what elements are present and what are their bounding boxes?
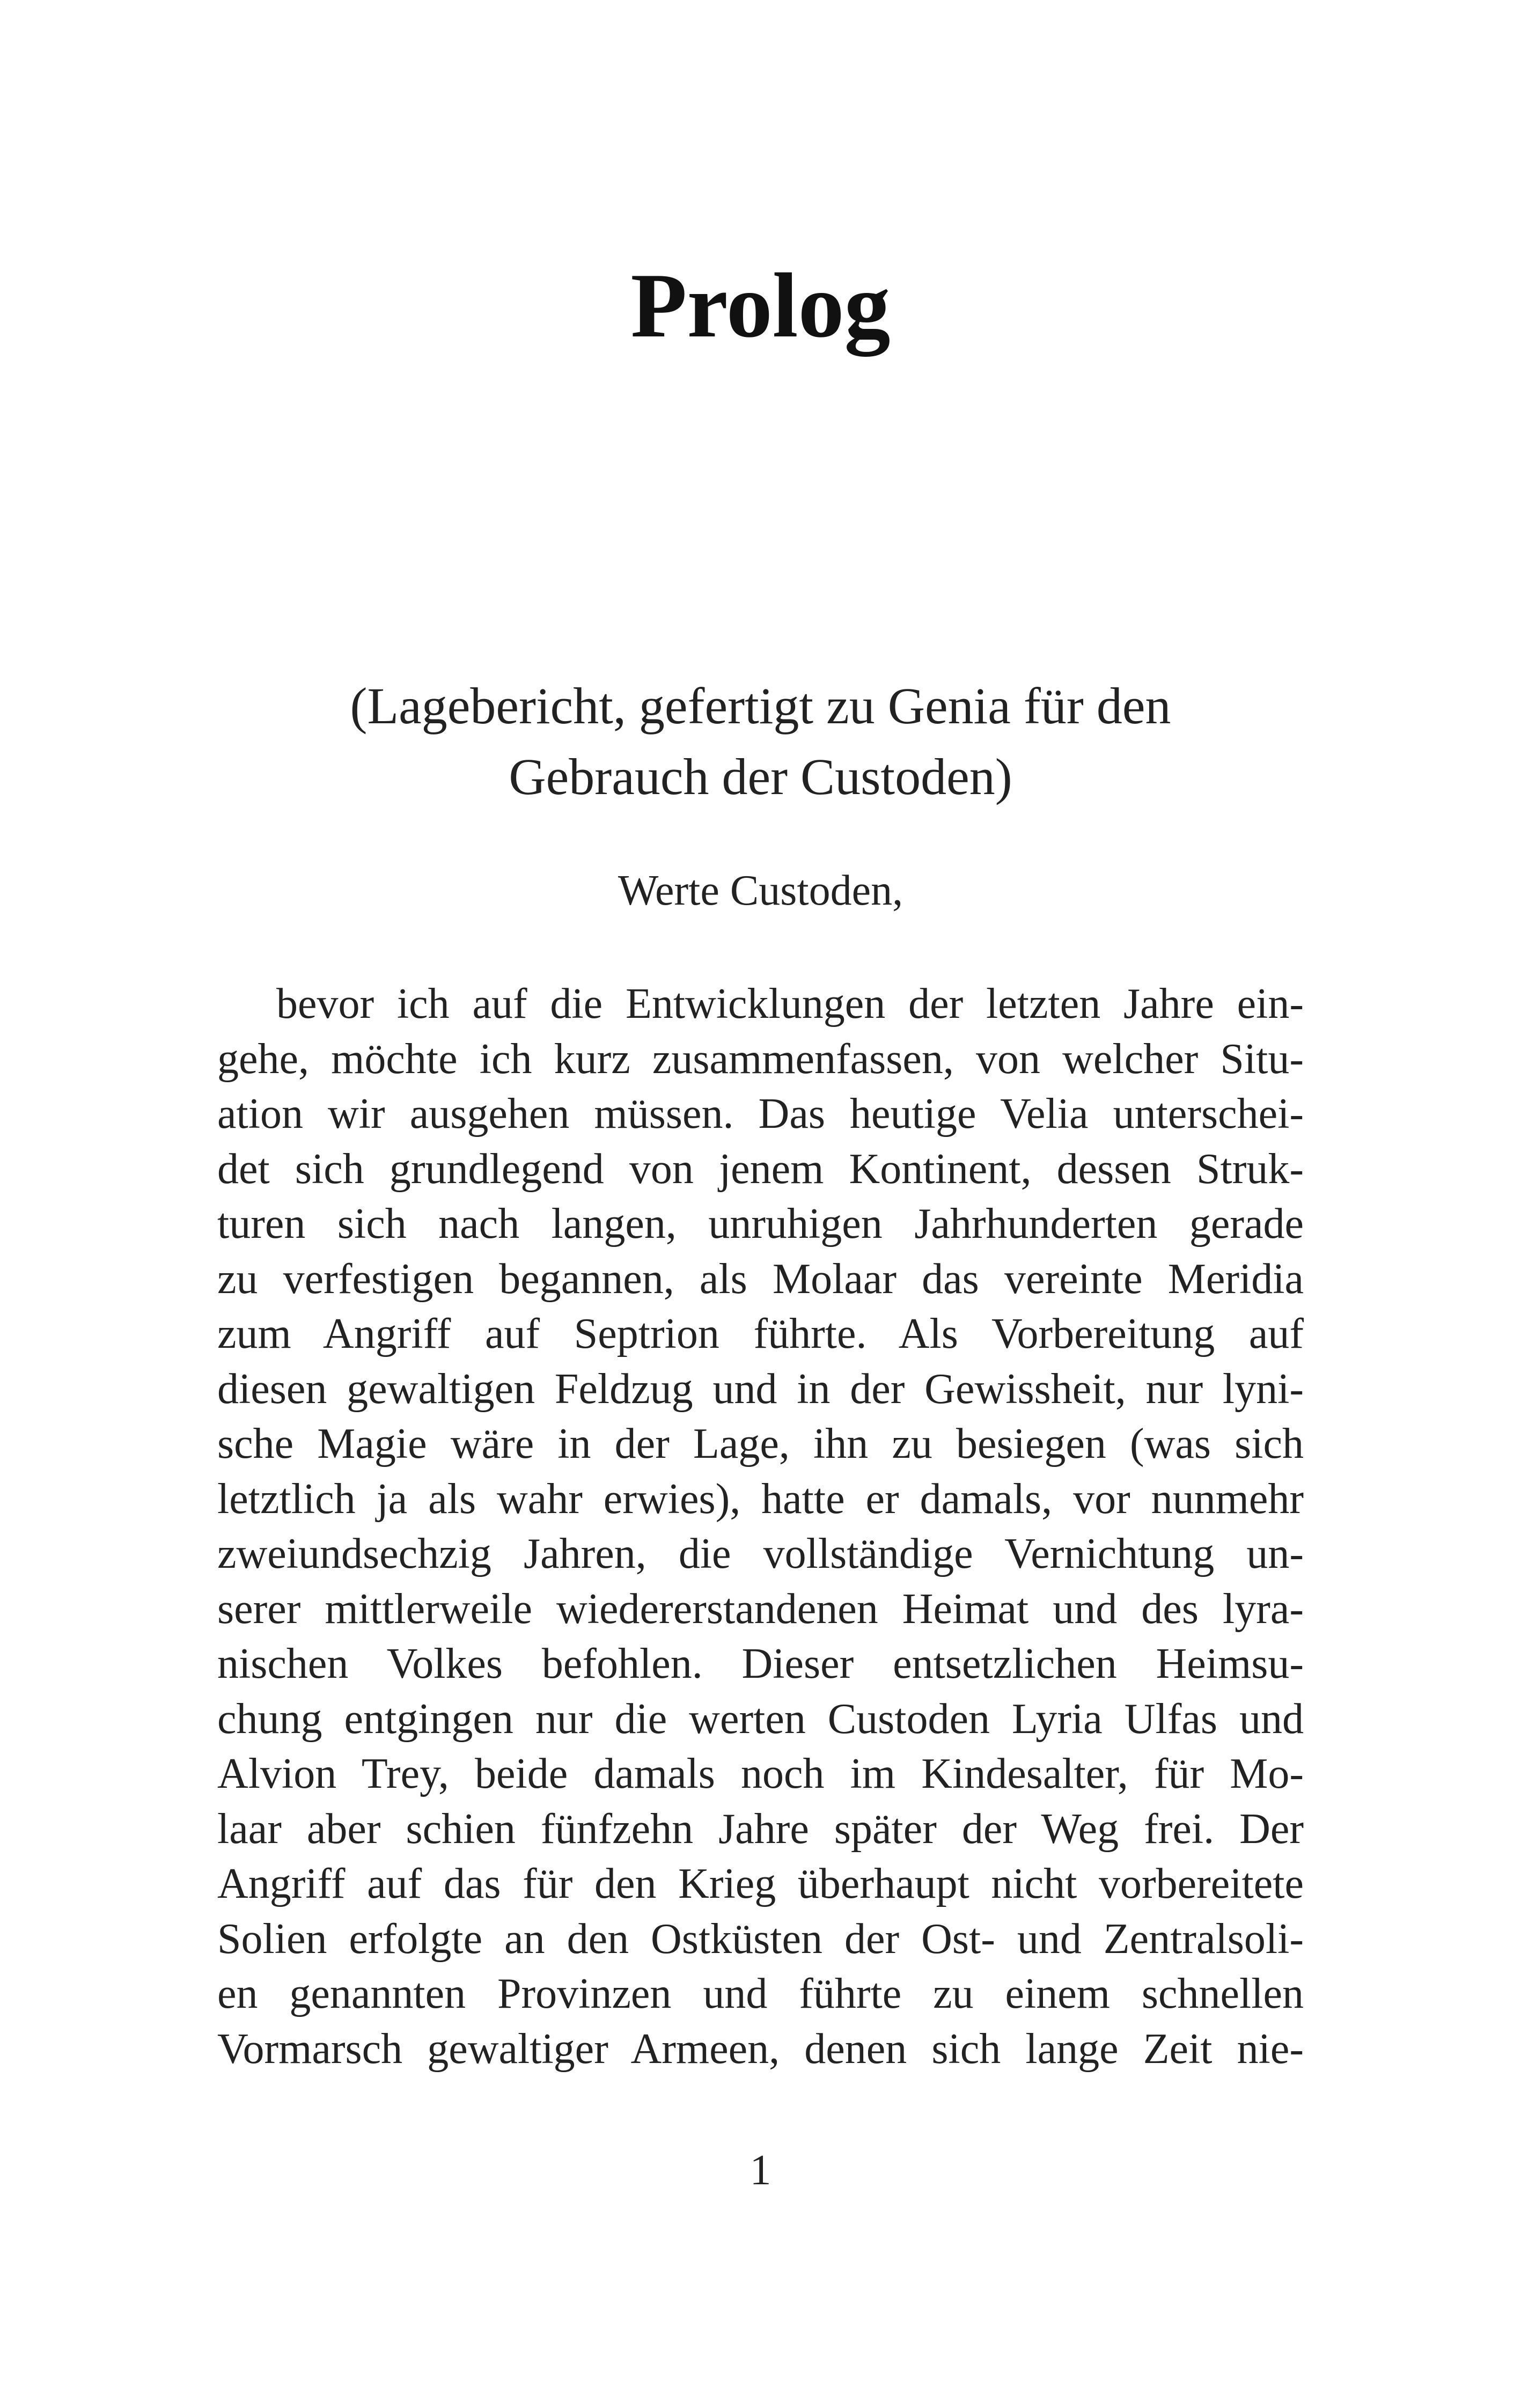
body-line: sche Magie wäre in der Lage, ihn zu besiegen (was sich <box>217 1420 1304 1467</box>
subtitle-line: Gebrauch der Custoden) <box>509 748 1012 805</box>
body-line: gehe, möchte ich kurz zusammenfassen, von welcher Situ- <box>217 1035 1304 1083</box>
body-line: zum Angriff auf Septrion führte. Als Vorbereitung auf <box>217 1310 1304 1357</box>
body-line: ation wir ausgehen müssen. Das heutige Velia unterschei- <box>217 1090 1304 1137</box>
salutation: Werte Custoden, <box>618 867 903 914</box>
body-line: Alvion Trey, beide damals noch im Kindesalter, für Mo- <box>217 1750 1304 1797</box>
body-line: diesen gewaltigen Feldzug und in der Gewissheit, nur lyni- <box>217 1365 1304 1413</box>
page-number: 1 <box>750 2147 771 2194</box>
body-line: bevor ich auf die Entwicklungen der letzten Jahre ein- <box>276 980 1304 1027</box>
body-line: chung entgingen nur die werten Custoden Lyria Ulfas und <box>217 1695 1304 1743</box>
body-line: zu verfestigen begannen, als Molaar das vereinte Meridia <box>217 1255 1304 1303</box>
report-subtitle <box>204 671 1317 812</box>
body-line: zweiundsechzig Jahren, die vollständige Vernichtung un- <box>217 1530 1304 1577</box>
body-line: turen sich nach langen, unruhigen Jahrhunderten gerade <box>217 1200 1304 1247</box>
body-line: det sich grundlegend von jenem Kontinent, dessen Struk- <box>217 1145 1304 1193</box>
body-line: Angriff auf das für den Krieg überhaupt nicht vorbereitete <box>217 1860 1304 1907</box>
body-line: Solien erfolgte an den Ostküsten der Ost- und Zentralsoli- <box>217 1915 1304 1963</box>
body-paragraph <box>217 977 1304 2076</box>
body-line: laar aber schien fünfzehn Jahre später der Weg frei. Der <box>217 1805 1304 1853</box>
subtitle-line: (Lagebericht, gefertigt zu Genia für den <box>350 677 1171 735</box>
body-line: Vormarsch gewaltiger Armeen, denen sich lange Zeit nie- <box>217 2025 1304 2073</box>
body-line: nischen Volkes befohlen. Dieser entsetzlichen Heimsu- <box>217 1640 1304 1687</box>
body-line: serer mittlerweile wiedererstandenen Heimat und des lyra- <box>217 1585 1304 1633</box>
body-line: letztlich ja als wahr erwies), hatte er damals, vor nunmehr <box>217 1475 1304 1523</box>
body-line: en genannten Provinzen und führte zu einem schnellen <box>217 1970 1304 2017</box>
chapter-title: Prolog <box>630 255 891 357</box>
